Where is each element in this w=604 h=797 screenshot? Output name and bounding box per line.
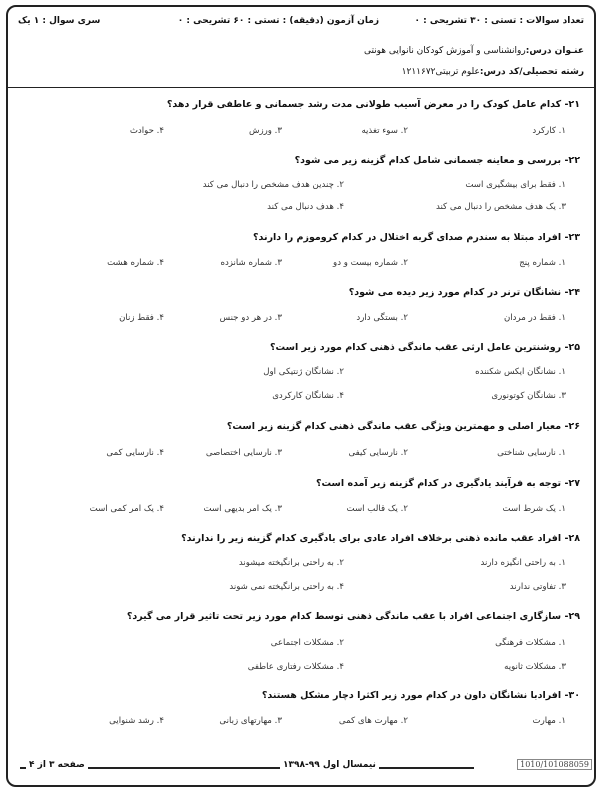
option-3[interactable]: ۳. در هر دو جنس [219, 313, 282, 323]
option-2[interactable]: ۲. مشکلات اجتماعی [270, 638, 344, 648]
option-3[interactable]: ۳. ورزش [248, 126, 282, 136]
option-1[interactable]: ۱. شماره پنج [519, 258, 566, 268]
option-1[interactable]: ۱. فقط برای بیشگیری است [465, 180, 566, 190]
exam-time: زمان آزمون (دقیقه) : تستی : ۶۰ تشریحی : ۰ [177, 16, 379, 26]
option-2[interactable]: ۲. بستگی دارد [356, 313, 408, 323]
option-1[interactable]: ۱. نشانگان ایکس شکننده [475, 367, 566, 377]
major-label: رشته تحصیلی/کد درس: [479, 67, 584, 77]
question-text: ۲۵- روشنترین عامل ارثی عقب ماندگی ذهنی کدام مورد زیر است؟ [270, 342, 580, 353]
option-1[interactable]: ۱. یک شرط است [502, 504, 566, 514]
option-3[interactable]: ۳. شماره شانزده [220, 258, 282, 268]
option-1[interactable]: ۱. کارکرد [532, 126, 566, 136]
option-4[interactable]: ۴. نشانگان کارکردی [272, 391, 344, 401]
option-4[interactable]: ۴. هدف دنبال می کند [267, 202, 344, 212]
question-text: ۲۲- بررسی و معاینه جسمانی شامل کدام گزینه زیر می شود؟ [294, 155, 580, 166]
course-label: عنـوان درس: [525, 46, 584, 56]
option-4[interactable]: ۴. حوادث [129, 126, 164, 136]
question-text: ۲۱- کدام عامل کودک را در معرض آسیب طولانی مدت رشد جسمانی و عاطفی قرار دهد؟ [166, 99, 580, 110]
question-text: ۲۷- توجه به فرآیند یادگیری در کدام گزینه زیر آمده است؟ [315, 478, 580, 489]
major-code [402, 67, 584, 77]
exam-code: 1010/101088059 [517, 759, 592, 770]
option-3[interactable]: ۳. مهارتهای زبانی [219, 716, 282, 726]
exam-header [8, 7, 594, 88]
option-4[interactable]: ۴. فقط زنان [119, 313, 164, 323]
question-text: ۲۴- نشانگان ترنر در کدام مورد زیر دیده می شود؟ [348, 287, 580, 298]
option-1[interactable]: ۱. مهارت [532, 716, 566, 726]
option-2[interactable]: ۲. به راحتی برانگیخته میشوند [238, 558, 344, 568]
major-value: علوم تربیتی۱۲۱۱۶۷۲ [401, 67, 480, 77]
option-3[interactable]: ۳. نشانگان کوتونوری [491, 391, 566, 401]
option-1[interactable]: ۱. مشکلات فرهنگی [495, 638, 566, 648]
option-3[interactable]: ۳. تفاوتی ندارند [509, 582, 566, 592]
question-text: ۲۹- سازگاری اجتماعی افراد با عقب ماندگی ذهنی توسط کدام مورد زیر تحت تاثیر قرار می گیرد؟ [126, 611, 580, 622]
option-2[interactable]: ۲. شماره بیست و دو [333, 258, 408, 268]
page-number: صفحه ۳ از ۴ [26, 760, 88, 770]
option-2[interactable]: ۲. نارسایی کیفی [348, 448, 408, 458]
question-text: ۲۸- افراد عقب مانده ذهنی برخلاف افراد عادی برای یادگیری کدام گزینه زیر را ندارند؟ [181, 533, 580, 544]
question-text: ۲۳- افراد مبتلا به سندرم صدای گربه اختلال در کدام کروموزم را دارند؟ [253, 232, 580, 243]
option-4[interactable]: ۴. مشکلات رفتاری عاطفی [247, 662, 344, 672]
option-4[interactable]: ۴. شماره هشت [107, 258, 164, 268]
option-2[interactable]: ۲. سوء تغذیه [361, 126, 408, 136]
exam-footer [8, 757, 594, 779]
option-2[interactable]: ۲. نشانگان ژنتیکی اول [263, 367, 344, 377]
option-4[interactable]: ۴. رشد شنوایی [109, 716, 164, 726]
option-3[interactable]: ۳. مشکلات ثانویه [504, 662, 566, 672]
question-text: ۳۰- افرادبا نشانگان داون در کدام مورد زیر اکثرا دچار مشکل هستند؟ [261, 690, 580, 701]
option-1[interactable]: ۱. به راحتی انگیزه دارند [480, 558, 566, 568]
question-text: ۲۶- معیار اصلی و مهمترین ویژگی عقب ماندگی ذهنی کدام گزینه زیر است؟ [226, 421, 580, 432]
question-series: سری سوال : ۱ یک [18, 16, 101, 26]
option-3[interactable]: ۳. یک هدف مشخص را دنبال می کند [435, 202, 566, 212]
course-value: روانشناسی و آموزش کودکان نانوایی هونتی [363, 46, 526, 56]
option-3[interactable]: ۳. یک امر بدیهی است [203, 504, 282, 514]
option-3[interactable]: ۳. نارسایی اختصاصی [205, 448, 282, 458]
question-count: تعداد سوالات : تستی : ۳۰ تشریحی : ۰ [414, 16, 584, 26]
footer-rule [20, 767, 474, 769]
option-1[interactable]: ۱. فقط در مردان [503, 313, 566, 323]
option-4[interactable]: ۴. نارسایی کمی [106, 448, 164, 458]
exam-sheet [6, 5, 596, 787]
option-2[interactable]: ۲. چندین هدف مشخص را دنبال می کند [202, 180, 344, 190]
option-4[interactable]: ۴. یک امر کمی است [89, 504, 164, 514]
course-title [364, 46, 584, 56]
option-2[interactable]: ۲. مهارت های کمی [338, 716, 408, 726]
option-2[interactable]: ۲. یک قالب است [346, 504, 408, 514]
option-4[interactable]: ۴. به راحتی برانگیخته نمی شوند [229, 582, 344, 592]
option-1[interactable]: ۱. نارسایی شناختی [497, 448, 566, 458]
semester-label: نیمسال اول ۹۹-۱۳۹۸ [280, 760, 379, 770]
